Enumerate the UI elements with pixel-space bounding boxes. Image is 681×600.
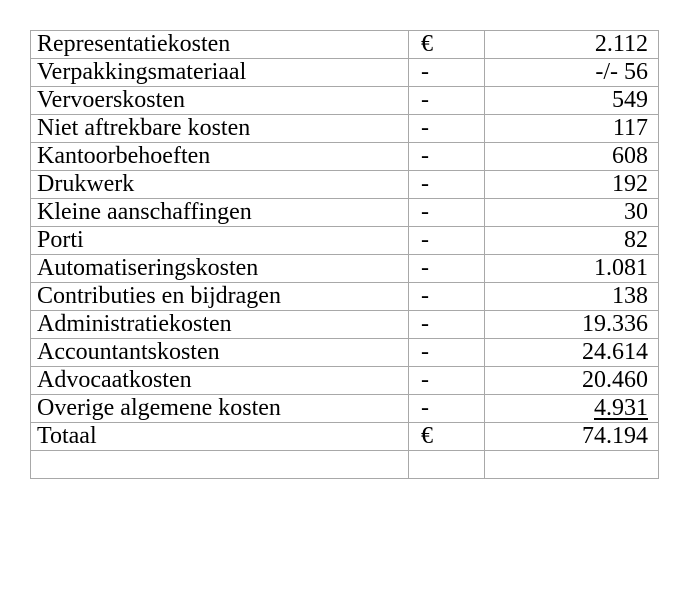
cost-currency: - — [409, 227, 485, 255]
cost-currency: - — [409, 367, 485, 395]
cost-currency: - — [409, 143, 485, 171]
table-row — [31, 227, 659, 255]
cost-label: Representatiekosten — [31, 31, 409, 59]
cost-currency: - — [409, 395, 485, 423]
cost-amount: 24.614 — [485, 339, 659, 367]
cost-amount: 1.081 — [485, 255, 659, 283]
cost-currency: - — [409, 283, 485, 311]
table-row — [31, 367, 659, 395]
cost-amount: 138 — [485, 283, 659, 311]
cost-currency: - — [409, 59, 485, 87]
cost-amount: 608 — [485, 143, 659, 171]
cost-amount: 19.336 — [485, 311, 659, 339]
table-row — [31, 255, 659, 283]
cost-currency: - — [409, 171, 485, 199]
cost-currency: - — [409, 339, 485, 367]
table-row — [31, 87, 659, 115]
cost-label: Verpakkingsmateriaal — [31, 59, 409, 87]
cost-label: Administratiekosten — [31, 311, 409, 339]
cost-label: Kleine aanschaffingen — [31, 199, 409, 227]
table-row — [31, 59, 659, 87]
total-amount: 74.194 — [485, 423, 659, 451]
empty-cell — [485, 451, 659, 479]
total-currency: € — [409, 423, 485, 451]
cost-currency: - — [409, 255, 485, 283]
cost-label: Accountantskosten — [31, 339, 409, 367]
cost-currency: - — [409, 87, 485, 115]
table-row — [31, 311, 659, 339]
table-row — [31, 31, 659, 59]
cost-label: Niet aftrekbare kosten — [31, 115, 409, 143]
cost-label: Drukwerk — [31, 171, 409, 199]
table-row — [31, 171, 659, 199]
empty-cell — [409, 451, 485, 479]
cost-amount-subtotal — [485, 395, 659, 423]
cost-label: Vervoerskosten — [31, 87, 409, 115]
table-row — [31, 339, 659, 367]
cost-amount: 20.460 — [485, 367, 659, 395]
cost-amount: 117 — [485, 115, 659, 143]
cost-label: Automatiseringskosten — [31, 255, 409, 283]
cost-amount: 30 — [485, 199, 659, 227]
underlined-amount: 4.931 — [594, 395, 648, 421]
cost-label: Advocaatkosten — [31, 367, 409, 395]
cost-currency: € — [409, 31, 485, 59]
cost-currency: - — [409, 199, 485, 227]
cost-label: Overige algemene kosten — [31, 395, 409, 423]
table-row — [31, 199, 659, 227]
cost-label: Porti — [31, 227, 409, 255]
cost-amount: 549 — [485, 87, 659, 115]
table-row — [31, 395, 659, 423]
cost-table — [30, 30, 659, 479]
table-row — [31, 115, 659, 143]
table-row — [31, 283, 659, 311]
cost-sheet — [30, 30, 659, 479]
total-row — [31, 423, 659, 451]
cost-label: Contributies en bijdragen — [31, 283, 409, 311]
cost-amount: -/- 56 — [485, 59, 659, 87]
cost-amount: 2.112 — [485, 31, 659, 59]
empty-cell — [31, 451, 409, 479]
empty-row — [31, 451, 659, 479]
cost-currency: - — [409, 115, 485, 143]
cost-amount: 82 — [485, 227, 659, 255]
cost-label: Kantoorbehoeften — [31, 143, 409, 171]
total-label: Totaal — [31, 423, 409, 451]
table-row — [31, 143, 659, 171]
cost-amount: 192 — [485, 171, 659, 199]
cost-currency: - — [409, 311, 485, 339]
